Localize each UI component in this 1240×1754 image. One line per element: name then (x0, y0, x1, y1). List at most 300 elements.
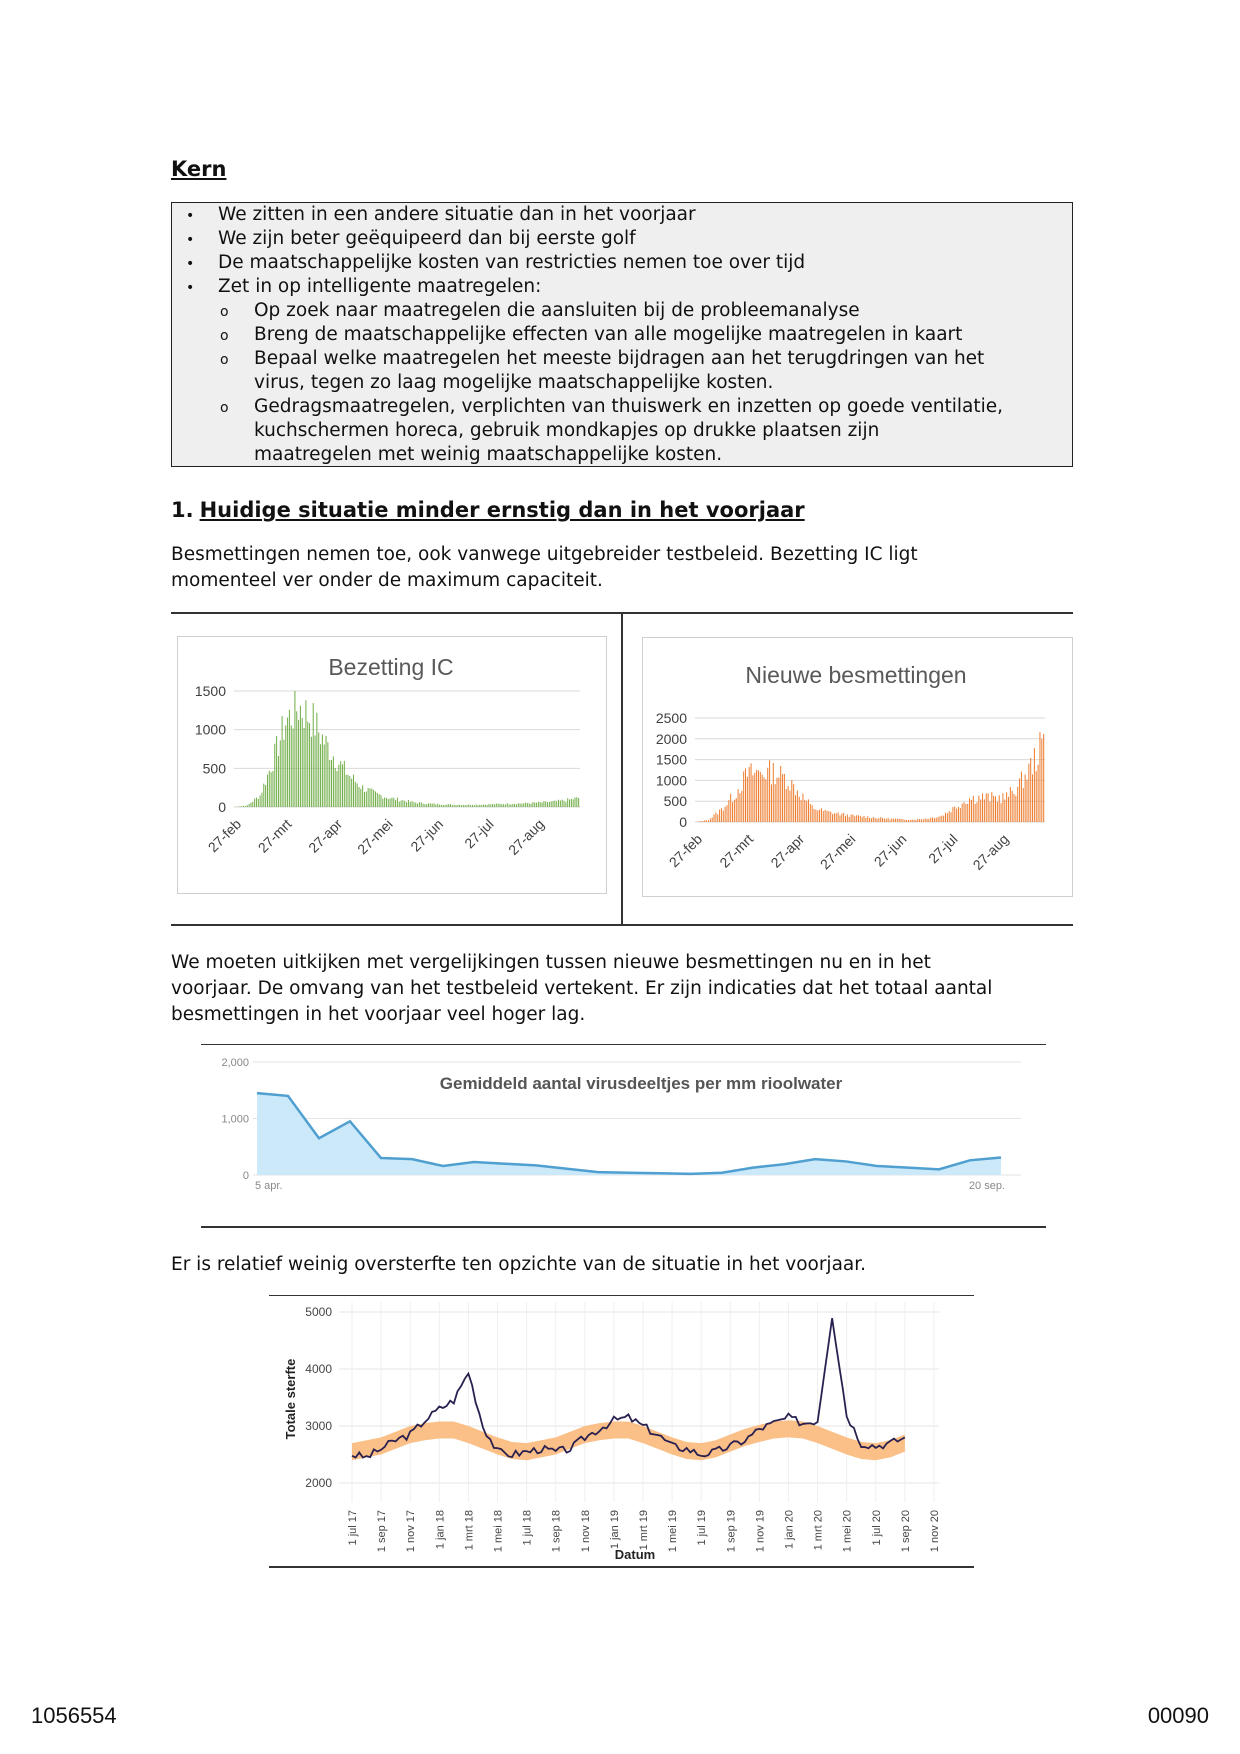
bar (426, 804, 427, 807)
bar (986, 793, 987, 822)
bar (919, 819, 920, 822)
bar (817, 810, 818, 822)
bar (1036, 771, 1037, 822)
sub-bullet-symbol: o (220, 304, 229, 320)
bar (410, 802, 411, 807)
bar (397, 798, 398, 807)
bar (375, 791, 376, 807)
bar (573, 799, 574, 807)
x-tick-label: 1 sep 20 (899, 1510, 912, 1553)
bar (851, 815, 852, 822)
bar (889, 819, 890, 822)
bar (327, 742, 328, 807)
x-axis-label: Datum (614, 1547, 656, 1562)
bar (1041, 739, 1042, 822)
kern-bullet: Zet in op intelligente maatregelen: (218, 276, 542, 297)
x-tick-label: 27-feb (665, 830, 706, 871)
bar (775, 784, 776, 822)
y-tick-label: 1500 (655, 751, 687, 768)
paragraph-line: We moeten uitkijken met vergelijkingen tussen nieuwe besmettingen nu en in het (171, 952, 931, 973)
bar (934, 818, 935, 822)
bar (423, 804, 424, 807)
bar (437, 804, 438, 807)
x-tick-label: 1 nov 19 (754, 1510, 767, 1553)
bar (254, 799, 255, 807)
bar (865, 818, 866, 822)
bar (989, 802, 990, 822)
bar (815, 810, 816, 822)
bar (954, 807, 955, 822)
bar (849, 817, 850, 822)
bar (802, 794, 803, 822)
bar (542, 802, 543, 807)
bar (908, 820, 909, 822)
bar (364, 792, 365, 807)
bar (714, 815, 715, 822)
bar (551, 801, 552, 807)
bar (721, 808, 722, 822)
bar (391, 798, 392, 807)
bar (1032, 774, 1033, 822)
bar (784, 774, 785, 822)
bar (302, 718, 303, 807)
bar (315, 735, 316, 807)
bar (280, 740, 281, 807)
bar (1014, 794, 1015, 822)
bar (699, 821, 700, 822)
section-number: 1. (171, 498, 194, 522)
bar (825, 810, 826, 822)
bar (1026, 780, 1027, 822)
bar (706, 820, 707, 822)
bar (1010, 787, 1011, 822)
bar (335, 768, 336, 807)
bar (434, 803, 435, 807)
bar (362, 785, 363, 807)
y-tick-label: 0 (218, 799, 226, 815)
bar (734, 800, 735, 822)
bar (320, 744, 321, 807)
bar (973, 796, 974, 822)
bar (578, 798, 579, 807)
bar (758, 770, 759, 822)
bar (971, 800, 972, 822)
bar (923, 819, 924, 822)
bar (545, 801, 546, 807)
y-tick-label: 1,000 (221, 1113, 249, 1126)
bar (263, 784, 264, 807)
chart-title: Nieuwe besmettingen (745, 662, 967, 688)
bar (982, 793, 983, 822)
bar (788, 786, 789, 822)
bar (439, 805, 440, 807)
bar (476, 805, 477, 807)
bar (776, 778, 777, 822)
x-tick-label: 1 sep 18 (550, 1510, 563, 1553)
bar (828, 811, 829, 822)
bar (765, 779, 766, 822)
bar (888, 818, 889, 822)
chart-ic (178, 637, 605, 892)
bar (743, 771, 744, 822)
kern-bullet: De maatschappelijke kosten van restricties nemen toe over tijd (218, 252, 806, 273)
bar (1021, 772, 1022, 822)
bar (1019, 778, 1020, 822)
bar (523, 803, 524, 807)
x-tick-label: 27-jul (461, 815, 497, 852)
bar (880, 817, 881, 822)
bar (498, 804, 499, 807)
bar (925, 819, 926, 822)
bar (812, 805, 813, 822)
footer-document-id: 1056554 (31, 1703, 117, 1728)
kern-sub-bullet: kuchschermen horeca, gebruik mondkapjes op drukke plaatsen zijn (254, 420, 880, 441)
bar (914, 820, 915, 822)
bar (518, 803, 519, 807)
bar (283, 740, 284, 807)
bar (461, 805, 462, 807)
bar (921, 819, 922, 822)
bar (547, 802, 548, 807)
bar (767, 768, 768, 822)
paragraph-intro (171, 542, 918, 594)
bar (428, 803, 429, 807)
bar (969, 798, 970, 822)
paragraph-line: momenteel ver onder de maximum capaciteit. (171, 570, 603, 591)
bar (752, 775, 753, 822)
x-tick-label: 1 mei 18 (492, 1510, 505, 1553)
bar (556, 801, 557, 807)
bar (852, 815, 853, 822)
y-tick-label: 2,000 (221, 1057, 249, 1069)
bar (456, 805, 457, 807)
bar (351, 779, 352, 807)
bar (938, 817, 939, 822)
section-heading (171, 498, 805, 522)
bar (564, 801, 565, 807)
bar (294, 691, 295, 807)
bar (265, 785, 266, 807)
bar (326, 736, 327, 807)
x-tick-label: 27-jul (925, 830, 961, 867)
bar (567, 798, 568, 807)
section-title: Huidige situatie minder ernstig dan in het voorjaar (199, 498, 805, 522)
chart-ic-frame (177, 636, 607, 894)
bar (575, 798, 576, 807)
bar (441, 805, 442, 807)
bar (278, 756, 279, 807)
chart-title: Bezetting IC (328, 654, 454, 680)
bar (274, 744, 275, 807)
footer-page-number: 00090 (1147, 1703, 1209, 1728)
bar (997, 802, 998, 822)
bar (529, 803, 530, 807)
bar (267, 775, 268, 807)
bar (893, 819, 894, 822)
bar (307, 722, 308, 807)
bar (256, 798, 257, 807)
bar (239, 806, 240, 807)
x-tick-label: 1 jan 18 (434, 1510, 447, 1550)
x-tick-label: 27-feb (204, 815, 245, 856)
x-tick-label: 27-apr (305, 815, 346, 856)
y-tick-label: 4000 (305, 1362, 332, 1376)
bar (951, 812, 952, 822)
kern-sub-bullet: virus, tegen zo laag mogelijke maatschappelijke kosten. (254, 372, 774, 393)
bar (348, 775, 349, 807)
x-tick-label: 1 sep 19 (725, 1510, 738, 1553)
bullet-symbol: • (186, 208, 195, 224)
bar (379, 794, 380, 807)
bar (272, 771, 273, 807)
bar (749, 767, 750, 822)
bar (452, 805, 453, 807)
bar (702, 821, 703, 822)
bar (1028, 764, 1029, 822)
bar (771, 784, 772, 822)
bar (710, 819, 711, 822)
bar (457, 805, 458, 807)
bar (799, 797, 800, 822)
bullet-symbol: • (186, 280, 195, 296)
bar (891, 818, 892, 822)
bar (952, 807, 953, 822)
bar (1030, 758, 1031, 822)
bar (287, 718, 288, 807)
bar (373, 790, 374, 807)
bar (912, 819, 913, 822)
bar (906, 820, 907, 822)
y-tick-label: 500 (663, 793, 687, 810)
bar (395, 800, 396, 807)
bar (845, 816, 846, 822)
x-tick-label: 1 nov 20 (928, 1510, 941, 1553)
bar (732, 802, 733, 822)
bar (468, 804, 469, 807)
bar (864, 816, 865, 822)
y-tick-label: 1000 (194, 721, 226, 738)
bar (754, 773, 755, 822)
x-tick-label: 27-aug (969, 830, 1012, 873)
plot-background (339, 1302, 939, 1502)
bar (466, 805, 467, 807)
x-tick-label: 1 jul 20 (870, 1510, 883, 1546)
bar (751, 763, 752, 822)
kern-sub-bullet: Op zoek naar maatregelen die aansluiten bij de probleemanalyse (254, 300, 860, 321)
bar (569, 800, 570, 807)
bar (488, 804, 489, 807)
bar (282, 716, 283, 807)
x-tick-label: 1 nov 17 (405, 1510, 418, 1553)
bar (369, 788, 370, 807)
bar (553, 801, 554, 807)
bar (562, 800, 563, 807)
bar (344, 761, 345, 807)
bar (293, 729, 294, 807)
bar (947, 813, 948, 822)
bar (571, 799, 572, 807)
bar (762, 775, 763, 822)
x-tick-label: 1 jan 19 (608, 1510, 621, 1550)
bar (856, 815, 857, 822)
bar (331, 760, 332, 807)
x-tick-label: 27-mei (816, 830, 859, 873)
bar (481, 805, 482, 807)
bar (421, 802, 422, 807)
bar (514, 804, 515, 807)
bar (739, 793, 740, 822)
bar (380, 795, 381, 807)
bar (978, 796, 979, 822)
bar (353, 775, 354, 807)
bar (843, 813, 844, 822)
bar (419, 802, 420, 807)
y-tick-label: 5000 (305, 1305, 332, 1319)
bar (393, 798, 394, 807)
bar (435, 804, 436, 807)
bar (430, 803, 431, 807)
bar (540, 802, 541, 807)
bar (756, 770, 757, 822)
bar (305, 700, 306, 807)
mortality-bottom-rule (269, 1566, 974, 1568)
bar (712, 817, 713, 822)
bar (543, 801, 544, 807)
chart-title: Gemiddeld aantal virusdeeltjes per mm rioolwater (439, 1074, 843, 1093)
bar (915, 820, 916, 822)
bar (745, 768, 746, 822)
x-tick-label: 27-mrt (254, 815, 295, 856)
bar (448, 804, 449, 807)
bar (576, 797, 577, 807)
sewage-top-rule (201, 1044, 1046, 1045)
x-tick-label: 1 jul 17 (347, 1510, 359, 1546)
bar (991, 792, 992, 822)
paragraph-line: besmettingen in het voorjaar veel hoger lag. (171, 1004, 586, 1025)
bar (808, 799, 809, 822)
bar (941, 816, 942, 822)
bar (804, 800, 805, 822)
bar (949, 811, 950, 822)
bar (532, 802, 533, 807)
bar (346, 775, 347, 807)
bar (810, 804, 811, 822)
bar (534, 802, 535, 807)
bar (841, 813, 842, 822)
bar (558, 800, 559, 807)
bar (736, 798, 737, 822)
x-tick-label: 1 mrt 20 (812, 1510, 825, 1551)
bar (806, 801, 807, 822)
bar (723, 811, 724, 822)
bar (245, 806, 246, 807)
bar (899, 819, 900, 822)
bar (1038, 765, 1039, 822)
bar (962, 804, 963, 822)
y-tick-label: 2500 (655, 710, 687, 726)
bar (390, 799, 391, 807)
bar (945, 813, 946, 822)
bar (980, 799, 981, 822)
bar (715, 812, 716, 822)
bar (965, 804, 966, 822)
bar (465, 805, 466, 807)
bar (839, 815, 840, 822)
bar (995, 796, 996, 822)
bar (499, 804, 500, 807)
bar (485, 805, 486, 807)
bar (538, 802, 539, 807)
bar (487, 805, 488, 807)
bar (764, 777, 765, 822)
bar (895, 819, 896, 822)
bar (726, 805, 727, 822)
kern-sub-bullet: Breng de maatschappelijke effecten van alle mogelijke maatregelen in kaart (254, 324, 963, 345)
bar (904, 820, 905, 822)
bar (333, 756, 334, 807)
bar (549, 802, 550, 807)
y-tick-label: 3000 (305, 1419, 332, 1433)
x-tick-label: 1 mei 20 (841, 1510, 854, 1553)
bar (446, 804, 447, 807)
area-fill (257, 1093, 1001, 1175)
bar (838, 812, 839, 822)
bar (459, 805, 460, 807)
bar (470, 805, 471, 807)
x-tick-label: 5 apr. (255, 1180, 283, 1192)
y-axis-label: Totale sterfte (283, 1358, 298, 1440)
bar (976, 802, 977, 822)
bar (791, 780, 792, 822)
y-tick-label: 0 (679, 814, 687, 830)
bar (366, 791, 367, 807)
bar (897, 819, 898, 822)
x-tick-label: 27-apr (767, 830, 808, 871)
bar (520, 804, 521, 807)
bar (967, 804, 968, 822)
bar (876, 819, 877, 822)
bar (801, 800, 802, 822)
bar (786, 789, 787, 822)
bar (873, 817, 874, 822)
bar (984, 799, 985, 822)
sewage-bottom-rule (201, 1226, 1046, 1228)
bar (708, 820, 709, 822)
bar (999, 795, 1000, 822)
bar (928, 819, 929, 822)
bar (821, 808, 822, 822)
bar (432, 804, 433, 807)
bar (490, 804, 491, 807)
x-tick-label: 1 mei 19 (667, 1510, 680, 1553)
bar (404, 801, 405, 807)
bar (454, 805, 455, 807)
bar (1039, 732, 1040, 822)
bar (525, 802, 526, 807)
kern-heading: Kern (171, 157, 227, 181)
bar (276, 736, 277, 807)
y-tick-label: 2000 (305, 1476, 332, 1490)
bar (958, 807, 959, 822)
bar (795, 795, 796, 822)
bar (728, 800, 729, 822)
bar (836, 813, 837, 822)
y-tick-label: 500 (202, 760, 226, 777)
bar (417, 803, 418, 807)
x-tick-label: 27-aug (505, 815, 548, 858)
kern-sub-bullet: Gedragsmaatregelen, verplichten van thuiswerk en inzetten op goede ventilatie, (254, 396, 1004, 417)
bar (260, 795, 261, 807)
